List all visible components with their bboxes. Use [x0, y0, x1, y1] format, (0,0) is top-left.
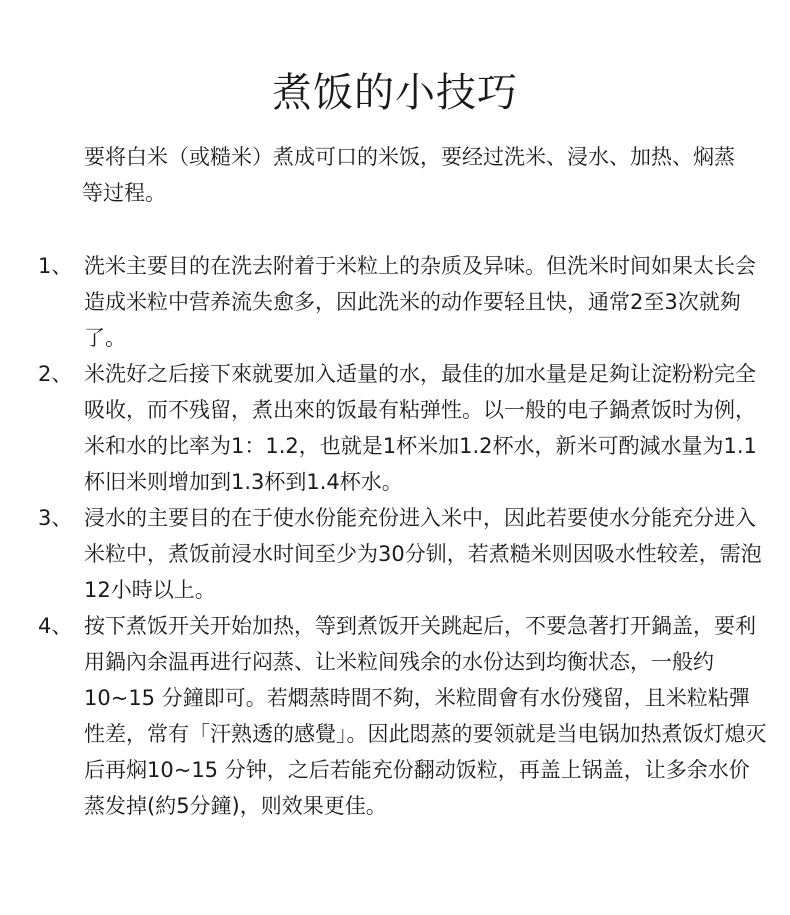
item-number: 2、: [38, 362, 73, 386]
item-text: 按下煮饭开关开始加热，等到煮饭开关跳起后，不要急著打开鍋盖，要利用鍋內余温再进行闷蒸、让米粒间残余的水份达到均衡状态，一般约10~15 分鐘即可。若燜蒸時間不夠，米粒間會有水份殘留，且米粒粘彈性差，常有「汗熟透的感覺」。因此悶蒸的要领就是当电锅加热煮饭灯熄灭后再焖10~15 分钟，之后若能充份翻动饭粒，再盖上锅盖，让多余水价蒸发掉(約5分鐘)，则效果更佳。: [84, 614, 767, 818]
list-item: [38, 500, 768, 608]
item-text: 洗米主要目的在洗去附着于米粒上的杂质及异味。但洗米时间如果太长会造成米粒中营养流失愈多，因此洗米的动作要轻且快，通常2至3次就夠了。: [84, 254, 756, 350]
list-item: [38, 248, 768, 356]
item-text: 浸水的主要目的在于使水份能充份进入米中，因此若要使水分能充分进入 米粒中，煮饭前浸水时间至少为30分钏，若煮糙米则因吸水性较差，需泡12小時以上。: [84, 506, 762, 602]
intro-paragraph: 要将白米（或糙米）煮成可口的米饭，要经过洗米、浸水、加热、焖蒸等过程。: [82, 145, 735, 205]
item-number: 4、: [38, 614, 73, 638]
item-number: 1、: [38, 254, 73, 278]
page-title: 煮饭的小技巧: [272, 69, 518, 116]
item-number: 3、: [38, 506, 73, 530]
list-item: [38, 608, 768, 824]
tips-list: [38, 248, 768, 824]
list-item: [38, 356, 768, 500]
item-text: 米洗好之后接下來就要加入适量的水，最佳的加水量是足夠让淀粉粉完全吸收，而不残留，煮出來的饭最有粘弹性。以一般的电子鍋煮饭时为例，米和水的比率为1：1.2，也就是1杯米加1.2杯水，新米可酌減水量为1.1杯旧米则增加到1.3杯到1.4杯水。: [84, 362, 757, 494]
